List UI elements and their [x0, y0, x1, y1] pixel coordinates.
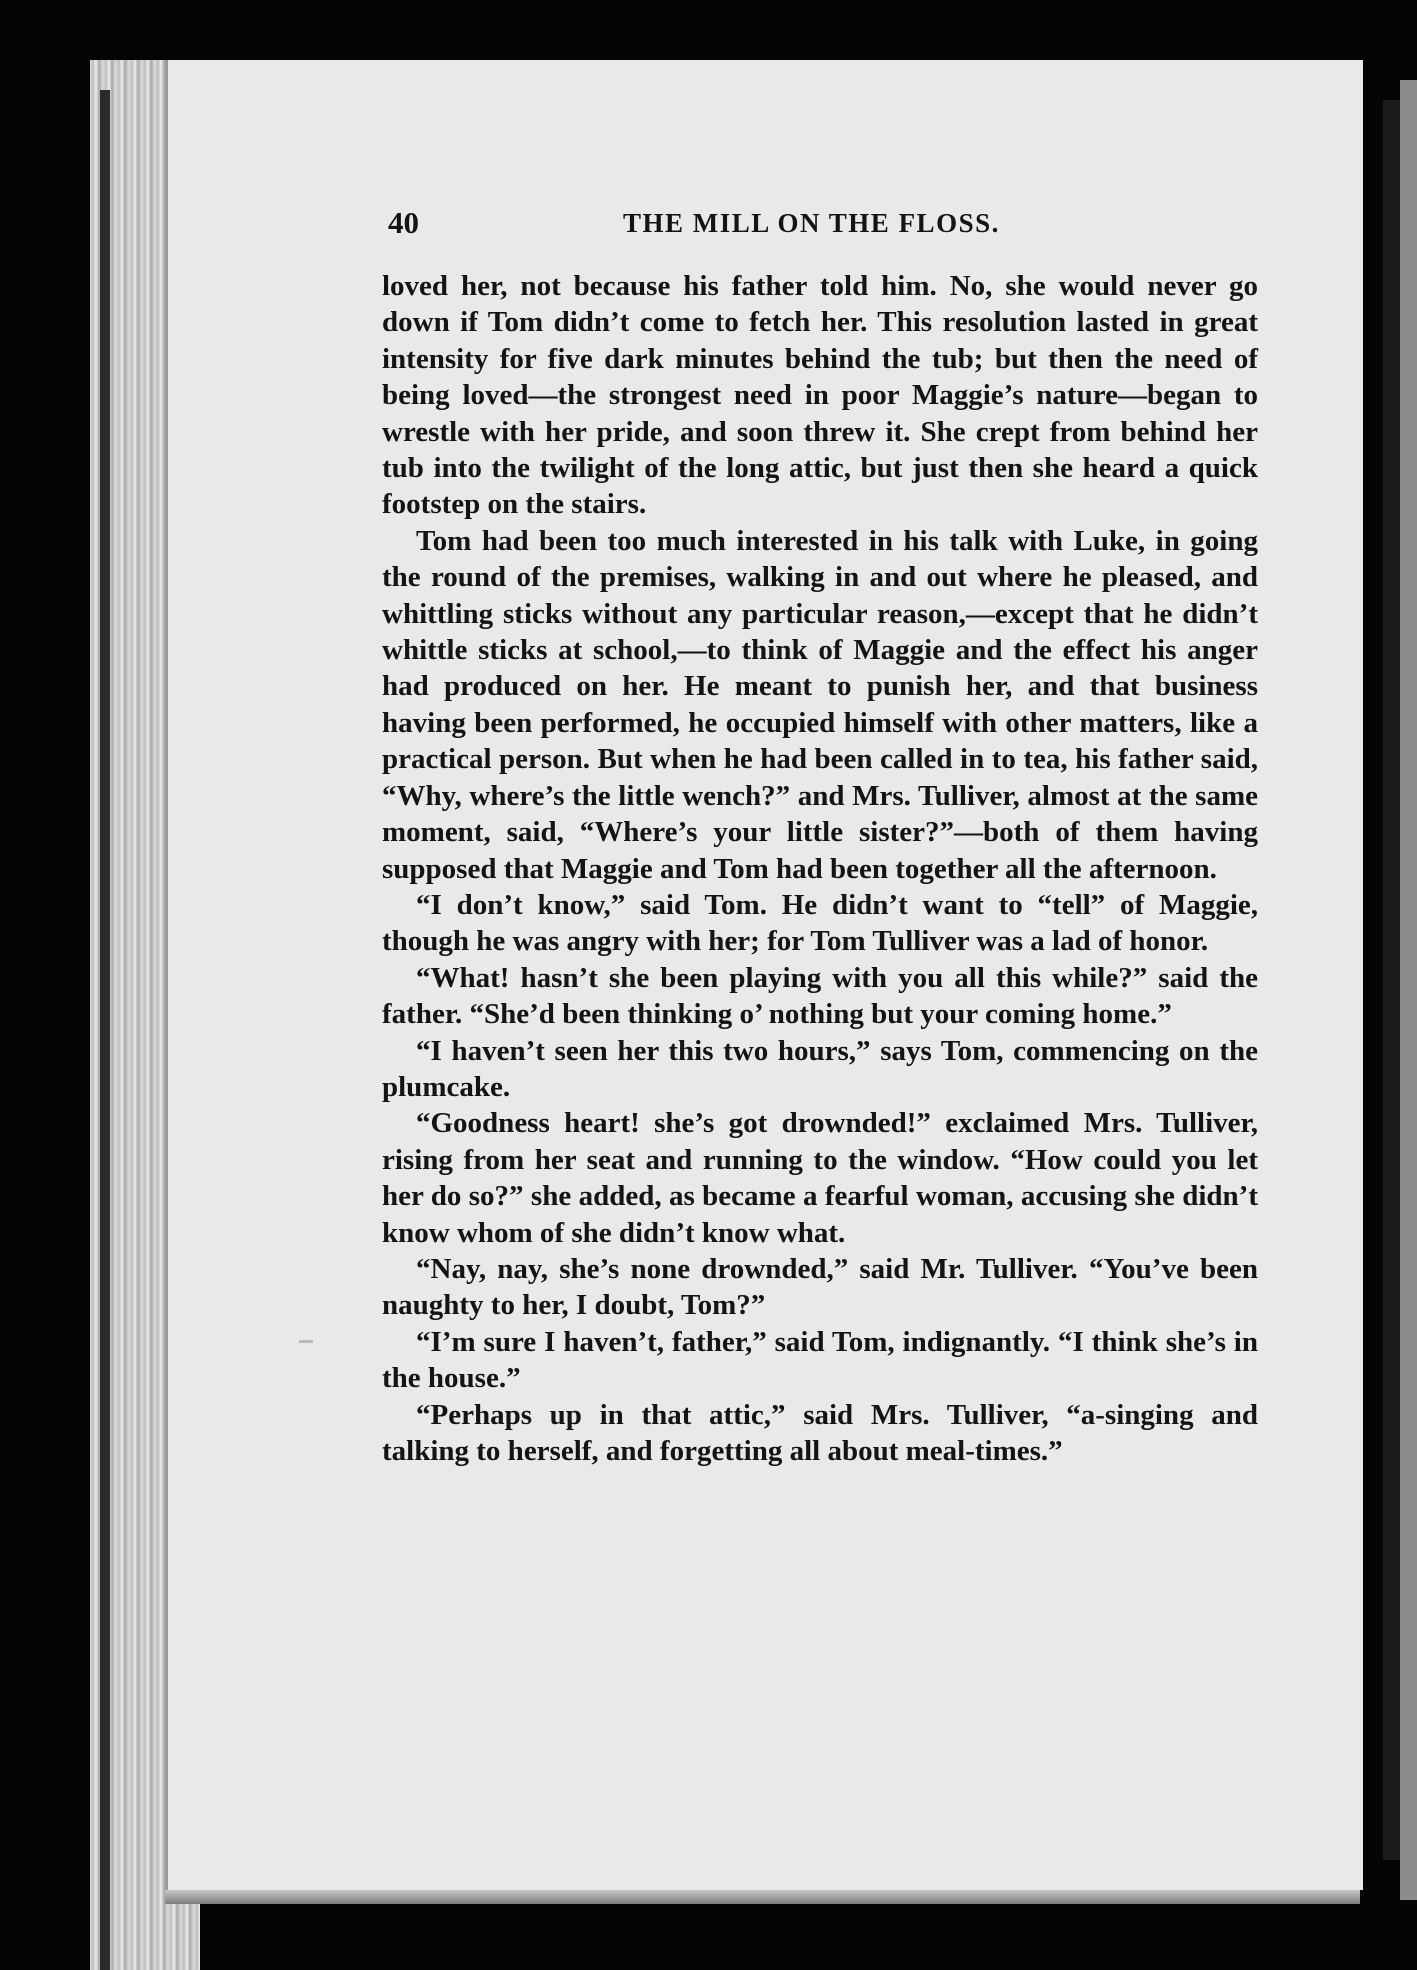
page-bottom-edge [165, 1890, 1360, 1904]
paragraph: “Nay, nay, she’s none drownded,” said Mr. Tulliver. “You’ve been naughty to her, I doubt, Tom?” [382, 1252, 1258, 1322]
next-page-edge [1400, 80, 1417, 1900]
paragraph: “I’m sure I haven’t, father,” said Tom, indignantly. “I think she’s in the house.” [382, 1325, 1258, 1395]
paragraph: “What! hasn’t she been playing with you all this while?” said the father. “She’d been thinking o’ nothing but your coming home.” [382, 961, 1258, 1031]
paragraph: “I haven’t seen her this two hours,” says Tom, commencing on the plumcake. [382, 1034, 1258, 1103]
paragraph: “Goodness heart! she’s got drownded!” exclaimed Mrs. Tulliver, rising from her seat and running to the window. “How could you let her do so?” she added, as became a fearful woman, accusing she didn’t know whom of she didn’t know what. [382, 1107, 1258, 1249]
paragraph: “Perhaps up in that attic,” said Mrs. Tulliver, “a-singing and talking to herself, and forgetting all about meal-times.” [382, 1398, 1258, 1467]
page-number: 40 [388, 205, 419, 240]
running-title: THE MILL ON THE FLOSS. [623, 208, 1000, 238]
body-text [382, 268, 1258, 1469]
page-header [388, 205, 1258, 245]
margin-mark [299, 1340, 313, 1343]
paragraph: Tom had been too much interested in his talk with Luke, in going the round of the premises, walking in and out where he pleased, and whittling sticks without any particular reason,—except that he didn’t whittle sticks at school,—to think of Maggie and the effect his anger had produced on her. He meant to punish her, and that business having been performed, he occupied himself with other matters, like a practical person. But when he had been called in to tea, his father said, “Why, where’s the little wench?” and Mrs. Tulliver, almost at the same moment, said, “Where’s your little sister?”—both of them having supposed that Maggie and Tom had been together all the afternoon. [382, 524, 1258, 885]
paragraph: “I don’t know,” said Tom. He didn’t want to “tell” of Maggie, though he was angry with her; for Tom Tulliver was a lad of honor. [382, 888, 1258, 958]
paragraph: loved her, not because his father told him. No, she would never go down if Tom didn’t come to fetch her. This resolution lasted in great intensity for five dark minutes behind the tub; but then the need of being loved—the strongest need in poor Maggie’s nature—began to wrestle with her pride, and soon threw it. She crept from behind her tub into the twilight of the long attic, but just then she heard a quick footstep on the stairs. [382, 270, 1258, 521]
binding-shadow [100, 90, 110, 1970]
